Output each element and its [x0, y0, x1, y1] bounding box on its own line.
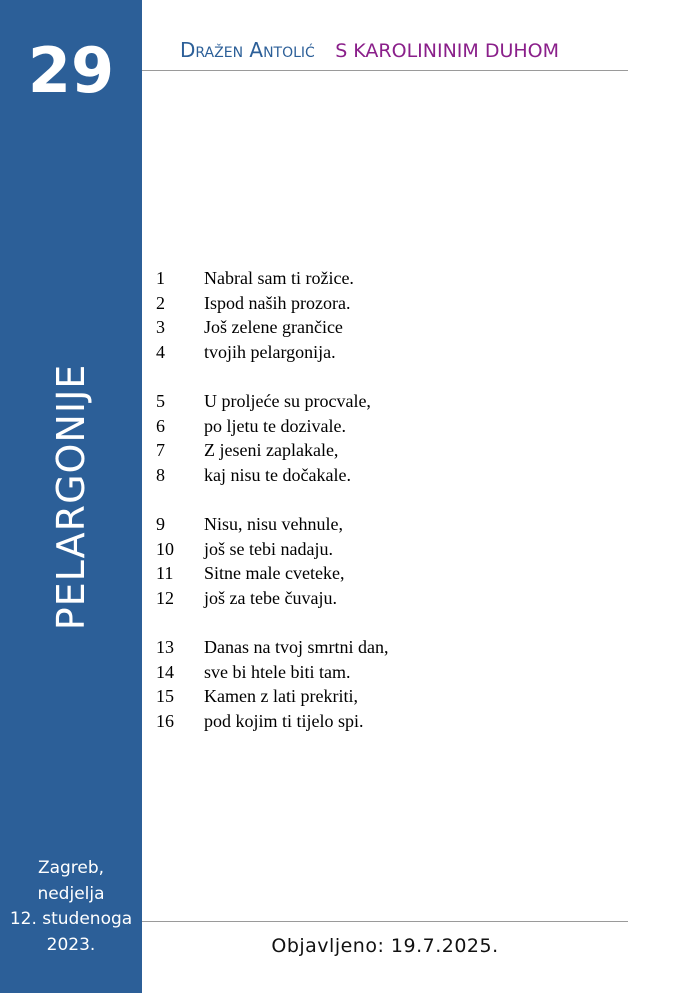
poem-line — [156, 512, 388, 537]
line-number: 8 — [156, 464, 165, 485]
line-text: Sitne male cveteke, — [204, 563, 345, 583]
line-text: još se tebi nadaju. — [204, 538, 333, 559]
poem-line — [156, 340, 388, 365]
poem-body — [156, 266, 388, 758]
line-number: 3 — [156, 317, 165, 337]
stanza — [156, 512, 388, 610]
poem-line — [156, 537, 388, 562]
line-number: 10 — [156, 538, 174, 559]
poem-line — [156, 586, 388, 611]
publication-date: Objavljeno: 19.7.2025. — [271, 935, 499, 957]
poem-line — [156, 414, 388, 439]
line-text: tvojih pelargonija. — [204, 341, 336, 362]
poem-line — [156, 389, 388, 414]
line-number: 6 — [156, 415, 165, 436]
place-date — [0, 856, 142, 958]
footer-divider — [142, 921, 628, 922]
poem-line — [156, 315, 388, 340]
place-date-line: 12. studenoga — [9, 909, 133, 929]
line-number: 16 — [156, 710, 174, 731]
line-text: još za tebe čuvaju. — [204, 587, 337, 608]
line-number: 11 — [156, 563, 174, 583]
line-text: Ispod naših prozora. — [204, 292, 351, 313]
poem-line — [156, 561, 388, 586]
line-number: 4 — [156, 341, 165, 362]
poem-line — [156, 266, 388, 291]
line-number: 2 — [156, 292, 165, 313]
line-text: po ljetu te dozivale. — [204, 415, 346, 436]
poem-title: PELARGONIJE — [49, 363, 93, 631]
header-divider — [142, 70, 628, 71]
poem-line — [156, 438, 388, 463]
line-text: Nisu, nisu vehnule, — [204, 514, 343, 534]
line-text: sve bi htele biti tam. — [204, 661, 351, 682]
line-text: Danas na tvoj smrtni dan, — [204, 637, 389, 657]
page-number: 29 — [27, 34, 115, 107]
line-text: U proljeće su procvale, — [204, 391, 371, 411]
poem-line — [156, 291, 388, 316]
line-text: Z jeseni zaplakale, — [204, 440, 339, 460]
line-number: 12 — [156, 587, 174, 608]
line-number: 15 — [156, 686, 174, 706]
running-header — [180, 38, 559, 62]
line-text: Kamen z lati prekriti, — [204, 686, 358, 706]
line-number: 1 — [156, 268, 165, 288]
place-date-line: 2023. — [46, 934, 96, 955]
sidebar — [0, 0, 142, 993]
poem-line — [156, 660, 388, 685]
poem-line — [156, 684, 388, 709]
line-text: Nabral sam ti rožice. — [204, 268, 354, 288]
stanza — [156, 635, 388, 733]
place-date-line: nedjelja — [37, 883, 105, 904]
line-number: 13 — [156, 637, 174, 657]
poem-line — [156, 635, 388, 660]
stanza — [156, 266, 388, 364]
line-text: pod kojim ti tijelo spi. — [204, 710, 364, 731]
stanza — [156, 389, 388, 487]
book-title: S KAROLININIM DUHOM — [335, 40, 560, 62]
line-number: 14 — [156, 661, 174, 682]
line-text: Još zelene grančice — [204, 317, 343, 337]
author-name: Dražen Antolić — [180, 38, 315, 62]
poem-line — [156, 709, 388, 734]
place-date-line: Zagreb, — [37, 858, 105, 878]
line-number: 9 — [156, 514, 165, 534]
poem-line — [156, 463, 388, 488]
line-number: 5 — [156, 391, 165, 411]
line-text: kaj nisu te dočakale. — [204, 464, 351, 485]
line-number: 7 — [156, 440, 165, 460]
